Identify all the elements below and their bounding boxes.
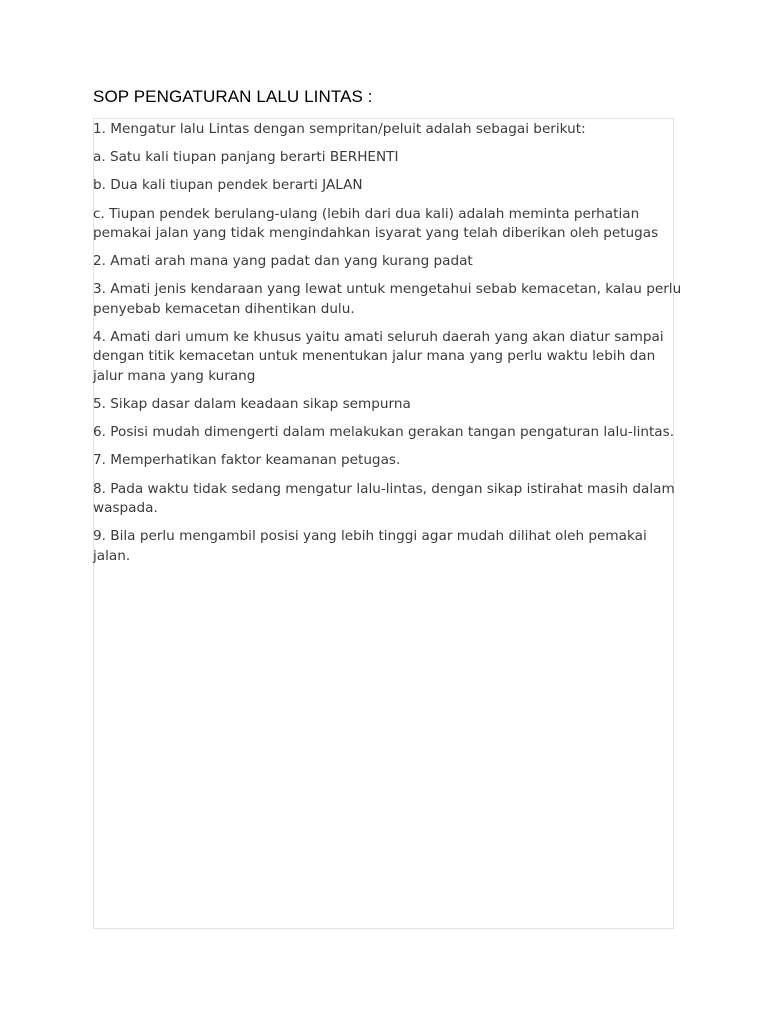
paragraph-4: 4. Amati dari umum ke khusus yaitu amati seluruh daerah yang akan diatur sampai dengan titik kemacetan untuk menentukan jalur mana yang perlu waktu lebih dan jalur mana yang kurang [93, 329, 664, 384]
paragraph-1c: c. Tiupan pendek berulang-ulang (lebih dari dua kali) adalah meminta perhatian pemakai jalan yang tidak mengindahkan isyarat yang telah diberikan oleh petugas [93, 205, 659, 242]
paragraph-1: 1. Mengatur lalu Lintas dengan sempritan/peluit adalah sebagai berikut: [93, 121, 586, 137]
paragraph-1b: b. Dua kali tiupan pendek berarti JALAN [93, 177, 363, 194]
paragraph-6: 6. Posisi mudah dimengerti dalam melakukan gerakan tangan pengaturan lalu-lintas. [93, 424, 675, 441]
paragraph-8: 8. Pada waktu tidak sedang mengatur lalu-lintas, dengan sikap istirahat masih dalam waspada. [93, 480, 675, 517]
paragraph-1a: a. Satu kali tiupan panjang berarti BERHENTI [93, 149, 399, 166]
paragraph-2: 2. Amati arah mana yang padat dan yang kurang padat [93, 253, 473, 270]
paragraph-7: 7. Memperhatikan faktor keamanan petugas. [93, 452, 401, 469]
paragraph-3: 3. Amati jenis kendaraan yang lewat untuk mengetahui sebab kemacetan, kalau perlu penyebab kemacetan dihentikan dulu. [93, 281, 682, 317]
document-title: SOP PENGATURAN LALU LINTAS : [93, 87, 373, 106]
paragraph-9: 9. Bila perlu mengambil posisi yang lebih tinggi agar mudah dilihat oleh pemakai jalan. [93, 528, 647, 564]
content-box [93, 118, 682, 929]
paragraph-5: 5. Sikap dasar dalam keadaan sikap sempurna [93, 396, 411, 413]
